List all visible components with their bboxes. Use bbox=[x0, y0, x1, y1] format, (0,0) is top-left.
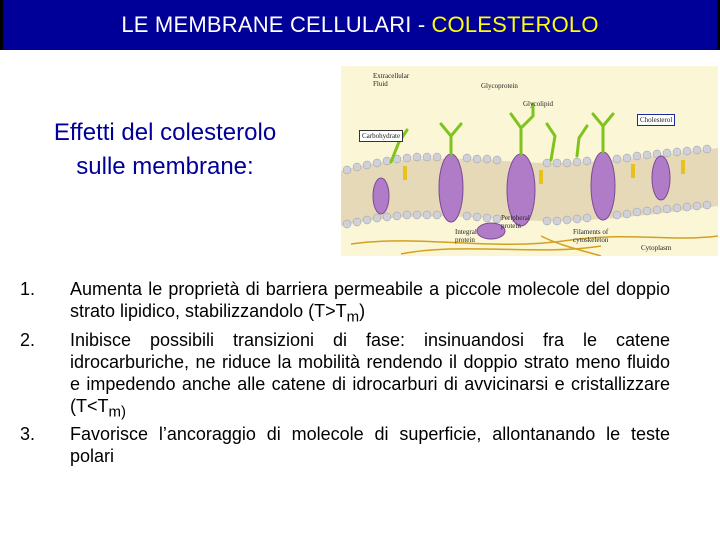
slide-title-accent: COLESTEROLO bbox=[431, 12, 599, 37]
effects-list bbox=[20, 278, 670, 467]
slide-title-bar bbox=[0, 0, 720, 50]
label-cholesterol: Cholesterol bbox=[637, 114, 675, 126]
label-glycolipid: Glycolipid bbox=[523, 100, 553, 108]
label-cytoskeleton: Filaments of cytoskeleton bbox=[573, 228, 609, 244]
list-number: 1. bbox=[20, 279, 36, 299]
list-number: 2. bbox=[20, 329, 36, 350]
label-carbohydrate: Carbohydrate bbox=[359, 130, 403, 142]
label-peripheral-protein: Peripheral protein bbox=[501, 214, 530, 230]
subtitle-line-2: sulle membrane: bbox=[76, 153, 254, 180]
slide-subtitle bbox=[0, 116, 330, 184]
label-glycoprotein: Glycoprotein bbox=[481, 82, 518, 90]
list-text: Aumenta le proprietà di barriera permeabile a piccole molecole del doppio strato lipidico, stabilizzandolo $(T>T_m)$ bbox=[70, 279, 670, 326]
list-item bbox=[20, 278, 670, 329]
subtitle-line-1: Effetti del colesterolo bbox=[53, 119, 277, 146]
list-item bbox=[20, 423, 670, 467]
label-extracellular: Extracellular Fluid bbox=[373, 72, 410, 88]
list-number: 3. bbox=[20, 424, 36, 445]
list-text: Favorisce l’ancoraggio di molecole di superficie, allontanando le teste polari bbox=[70, 424, 670, 467]
list-text: Inibisce possibili transizioni di fase: insinuandosi fra le catene idrocarburiche, ne riduce la mobilità rendendo il doppio strato meno fluido e impedendo anche alle catene di idrocarburi di avvicinarsi e cristallizzare ($T<T_{m)}$ bbox=[70, 329, 670, 421]
membrane-diagram bbox=[341, 66, 718, 256]
list-item bbox=[20, 329, 670, 424]
slide-title: LE MEMBRANE CELLULARI - bbox=[121, 12, 426, 37]
label-integral-protein: Integral protein bbox=[455, 228, 477, 244]
label-cytoplasm: Cytoplasm bbox=[641, 244, 672, 252]
